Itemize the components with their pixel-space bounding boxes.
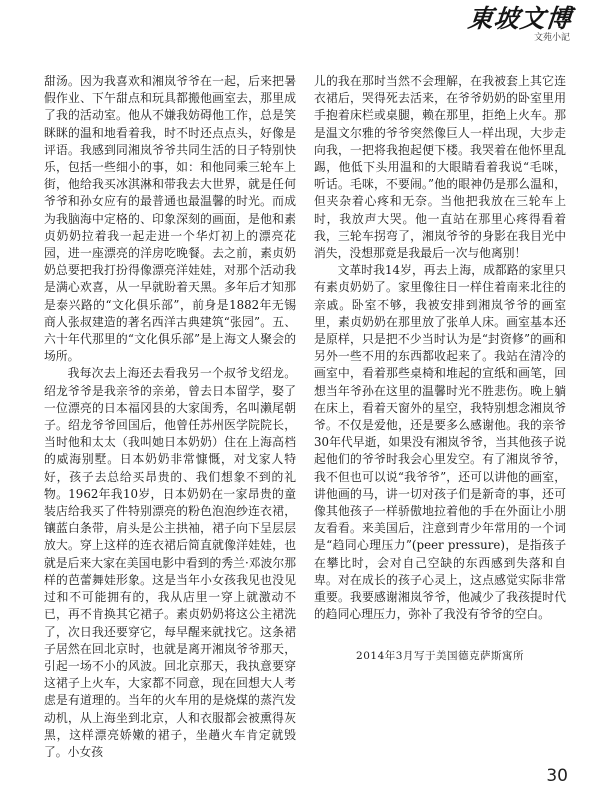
author-dateline: 2014年3月写于美国德克萨斯寓所 (356, 649, 524, 662)
section-subtitle: 文苑小記 (533, 33, 570, 43)
page-number: 30 (546, 766, 568, 786)
page-header (468, 4, 572, 43)
magazine-title: 東坡文博 (466, 4, 574, 33)
paragraph: 文革时我14岁，再去上海，成都路的家里只有素贞奶奶了。家里像往日一样住着南来北往的亲戚。卧室不够，我被安排到湘岚爷爷的画室里，素贞奶奶在那里放了张单人床。画室基本还是原样，只是把不少当时认为是“封资修”的画和另外一些不用的东西都收起来了。我站在清冷的画室中，看着那些桌椅和堆起的宣纸和画笔，回想当年爷孙在这里的温馨时光不胜悲伤。晚上躺在床上，看着天窗外的星空，我特别想念湘岚爷爷。不仅是爱他，还是要多么感谢他。我的亲爷30年代早逝，如果没有湘岚爷爷，当其他孩子说起他们的爷爷时我会心里发空。有了湘岚爷爷，我不但也可以说“我爷爷”，还可以讲他的画室，讲他画的马，讲一切对孩子们是新奇的事，还可像其他孩子一样骄傲地拉着他的手在外面让小朋友看看。来美国后，注意到青少年常用的一个词是“趋同心理压力”(peer pressure)，是指孩子在攀比时，会对自己空缺的东西感到失落和自卑。对在成长的孩子心灵上，这点感觉实际非常重要。我要感谢湘岚爷爷，他减少了我孩提时代的趋同心理压力，弥补了我没有爷爷的空白。 (314, 263, 566, 622)
left-text-column (44, 73, 296, 761)
paragraph: 甜汤。因为我喜欢和湘岚爷爷在一起，后来把暑假作业、下午甜点和玩具都搬他画室去，那里成了我的活动室。他从不嫌我妨碍他工作，总是笑眯眯的温和地看着我，时不时还点点头，好像是评语。我感到同湘岚爷爷共同生活的日子特别快乐，包括一些细小的事，如：和他同乘三轮车上街，他给我买冰淇淋和带我去大世界，就是任何爷爷和孙女应有的最普通也最温馨的时光。而成为我脑海中定格的、印象深刻的画面，是他和素贞奶奶拉着我一起走进一个华灯初上的漂亮花园，进一座漂亮的洋房吃晚餐。去之前，素贞奶奶总要把我打扮得像漂亮洋娃娃，对那个活动我是满心欢喜，从一早就盼着天黑。多年后才知那是泰兴路的“文化俱乐部”，前身是1882年无锡商人张叔建造的著名西洋古典建筑“张园”。五、六十年代那里的“文化俱乐部”是上海文人聚会的场所。 (44, 74, 296, 364)
paragraph: 儿的我在那时当然不会理解，在我被套上其它连衣裙后，哭得死去活来，在爷爷奶奶的卧室里用手抱着床栏或桌腿，赖在那里，拒绝上火车。那是温文尔雅的爷爷突然像巨人一样出现，大步走向我，一把将我抱起便下楼。我哭着在他怀里乱踢，他低下头用温和的大眼睛看着我说“毛咪，听话。毛咪，不要闹。”他的眼神仍是那么温和，但夹杂着心疼和无奈。当他把我放在三轮车上时，我放声大哭。他一直站在那里心疼得看着我，三轮车拐弯了，湘岚爷爷的身影在我目光中消失，没想那竟是我最后一次与他离别！ (314, 74, 566, 261)
paragraph: 我每次去上海还去看我另一个叔爷戈绍龙。绍龙爷爷是我亲爷的亲弟，曾去日本留学，娶了一位漂亮的日本福冈县的大家闺秀，名叫濑尾朝子。绍龙爷爷回国后，他曾任苏州医学院院长，当时他和太太（我叫她日本奶奶）住在上海高档的威海别墅。日本奶奶非常慷慨，对戈家人特好，孩子去总给买昂贵的、我们想象不到的礼物。1962年我10岁，日本奶奶在一家昂贵的童装店给我买了件特别漂亮的粉色泡泡纱连衣裙，镶蓝白条带，肩头是公主拱袖，裙子向下呈层层放大。穿上这样的连衣裙后简直就像洋娃娃，也就是后来大家在美国电影中看到的秀兰·邓波尔那样的芭蕾舞娃形象。这是当年小女孩我见也没见过和不可能拥有的，我从店里一穿上就激动不已，再不肯换其它裙子。素贞奶奶将这公主裙洗了，次日我还要穿它，每早醒来就找它。这条裙子居然在回北京时，也就是离开湘岚爷爷那天，引起一场不小的风波。回北京那天，我执意要穿这裙子上火车，大家都不同意，现在回想大人考虑是有道理的。当年的火车用的是烧煤的蒸汽发动机，从上海坐到北京，人和衣服都会被熏得灰黑，这样漂亮娇嫩的裙子，坐趟火车肯定就毁了。小女孩 (44, 366, 296, 759)
right-text-column (314, 73, 566, 665)
